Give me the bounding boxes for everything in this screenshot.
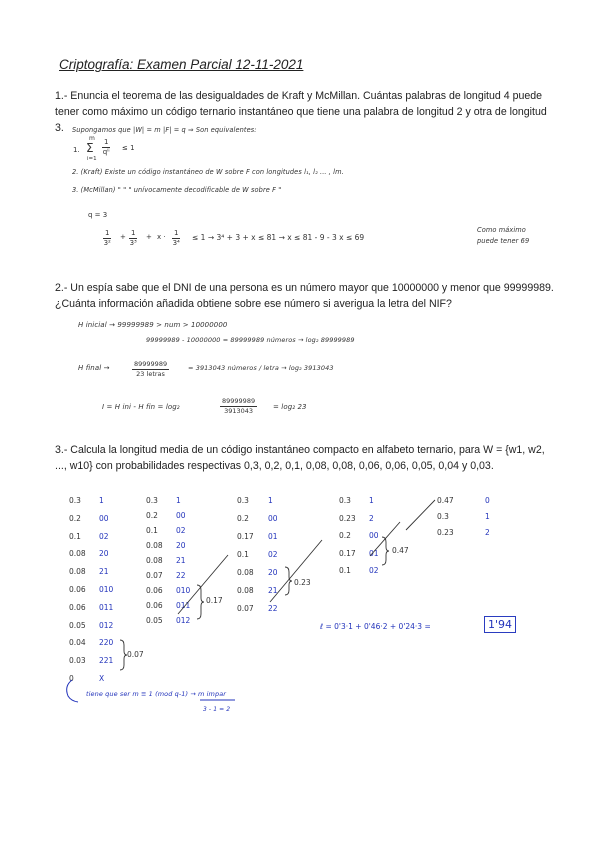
link-4-5 [370,522,400,556]
q1-note-intro: Supongamos que |W| = m |F| = q ⇒ Son equivalentes: [72,126,257,134]
col2-code: 012 [176,616,191,625]
col3-code: 02 [268,550,278,559]
q1-side-note-1: Como máximo [477,226,526,234]
col1-prob: 0.3 [69,496,81,505]
col2-prob: 0.3 [146,496,158,505]
col1-prob: 0.04 [69,638,86,648]
col4-code: 00 [369,531,379,540]
col4-prob: 0.17 [339,548,356,558]
col5-code: 2 [485,528,490,537]
q2-info-result: = log₂ 23 [273,403,307,411]
col5-prob: 0.3 [437,512,449,521]
col2-code: 00 [176,511,186,520]
col1-prob: 0.1 [69,531,81,541]
col2-prob: 0.08 [146,556,163,565]
denominator: 3³ [129,239,137,247]
numerator: 1 [104,138,109,146]
denominator: 3913043 [224,407,254,415]
col1-prob: 0.03 [69,656,86,666]
q3-footnote: tiene que ser m ≡ 1 (mod q-1) → m impar [86,690,227,698]
col2-code: 21 [176,556,186,565]
plus-sign: + [146,233,152,241]
col3-prob: 0.07 [237,604,254,613]
col1-code: 00 [99,513,109,523]
col1-code: 02 [99,531,109,541]
col2-prob: 0.07 [146,571,163,580]
denominator: 3² [103,239,111,247]
link-2-3 [178,555,228,614]
q3-result-box: 1'94 [484,616,516,633]
col4-code: 02 [369,566,379,575]
q2-info-label: I = H ini - H fin = log₂ [102,403,180,411]
plus-sign: + [120,233,126,241]
col4-code: 01 [369,548,379,558]
col2-prob: 0.05 [146,616,163,625]
col4-code: 1 [369,496,374,505]
col4-prob: 0.1 [339,566,351,575]
col4-prob: 0.3 [339,496,351,505]
col5-code: 0 [485,496,490,505]
page-title: Criptografía: Examen Parcial 12-11-2021 [59,57,304,72]
col3-prob: 0.08 [237,586,254,595]
col3-code: 01 [268,532,278,541]
q1-frac-3-prefix: x · [157,233,166,241]
col2-code: 20 [176,541,186,550]
q2-h-final-label: H final → [78,364,110,372]
denominator: 23 letras [136,370,165,378]
col1-prob: 0 [69,674,74,683]
col1-code: X [99,674,105,683]
q1-item1-sum-bottom: i=1 [87,156,97,162]
col3-code: 22 [268,604,278,613]
q2-h-initial: H inicial → 99999989 > num > 10000000 [78,321,228,329]
col4-prob: 0.23 [339,513,356,523]
col1-code: 012 [99,620,114,630]
col2-merge: 0.17 [206,596,223,605]
q1-item1-label: 1. [73,146,80,154]
question-1: 1.- Enuncia el teorema de las desigualdades de Kraft y McMillan. Cuántas palabras de longitud 4 puede tener como máximo un código ternario instantáneo que tiene una palabra de longitud 2 y otra de longitud 3. [55,90,547,134]
col1-prob: 0.2 [69,513,81,523]
q3-footnote-sub: 3 - 1 = 2 [203,706,231,713]
col3-code: 20 [268,568,278,577]
col2-code: 010 [176,586,191,595]
col4-prob: 0.2 [339,531,351,540]
question-3: 3.- Calcula la longitud media de un código instantáneo compacto en alfabeto ternario, para W = {w1, w2, ..., w10} con probabilidades respectivas 0,3, 0,2, 0,1, 0,08, 0,08, 0,06, 0,06, 0,05, 0,04 y 0,03. [55,444,545,472]
col2-code: 011 [176,601,191,610]
col5-code: 1 [485,512,490,521]
q3-formula: ℓ = 0'3·1 + 0'46·2 + 0'24·3 = [320,622,431,631]
col1-code: 1 [99,496,104,505]
q2-h-final-rest: = 3913043 números / letra → log₂ 3913043 [188,364,334,372]
q1-item3: 3. (McMillan) " " " unívocamente decodificable de W sobre F " [72,186,282,194]
col1-code: 21 [99,567,109,577]
q1-item1-sum: Σ [86,141,94,155]
numerator: 89999989 [222,397,256,405]
col2-prob: 0.06 [146,586,163,595]
numerator: 1 [131,229,136,237]
col3-bracket [285,567,292,595]
col3-merge: 0.23 [294,578,311,587]
col2-code: 22 [176,571,186,580]
denominator: 3⁴ [172,239,180,247]
q1-inequality: ≤ 1 → 3⁴ + 3 + x ≤ 81 → x ≤ 81 - 9 - 3 x ≤ 69 [192,233,365,242]
question-2: 2.- Un espía sabe que el DNI de una persona es un número mayor que 10000000 y menor que 99999989. ¿Cuánta información añadida obtiene sobre ese número si averigua la letra del NIF? [55,282,554,310]
col2-prob: 0.1 [146,526,158,535]
col5-prob: 0.23 [437,528,454,537]
col1-code: 010 [99,585,114,594]
col1-prob: 0.06 [69,602,86,612]
col5-prob: 0.47 [437,496,454,505]
col3-code: 1 [268,496,273,505]
col1-bracket [120,640,127,670]
col2-prob: 0.06 [146,601,163,610]
col1-code: 011 [99,602,114,612]
col1-prob: 0.06 [69,585,86,594]
col1-code: 220 [99,638,114,648]
col3-prob: 0.08 [237,568,254,577]
col3-code: 00 [268,514,278,523]
numerator: 1 [105,229,110,237]
col2-prob: 0.08 [146,541,163,550]
numerator: 89999989 [134,360,168,368]
col1-code: 20 [99,549,109,559]
denominator: qˡⁱ [102,148,110,156]
q1-side-note-2: puede tener 69 [477,237,530,245]
q1-q-value: q = 3 [88,211,108,219]
col4-merge: 0.47 [392,546,409,555]
col1-prob: 0.08 [69,549,86,559]
col1-merge: 0.07 [127,650,144,659]
col3-prob: 0.3 [237,496,249,505]
col3-code: 21 [268,586,278,595]
col1-prob: 0.05 [69,620,86,630]
q1-item2: 2. (Kraft) Existe un código instantáneo de W sobre F con longitudes l₁, l₂ ... , lm. [72,168,344,176]
footnote-curl [67,680,78,702]
col1-prob: 0.08 [69,567,86,577]
col2-prob: 0.2 [146,511,158,520]
numerator: 1 [174,229,179,237]
link-4-5b [406,500,435,530]
col1-code: 221 [99,656,114,666]
col3-prob: 0.1 [237,550,249,559]
q2-h-initial-2: 99999989 - 10000000 = 89999989 números → log₂ 89999989 [146,336,355,344]
col3-prob: 0.17 [237,532,254,541]
link-3-4 [270,540,322,602]
col4-code: 2 [369,513,374,523]
q1-item1-relation: ≤ 1 [122,144,135,152]
col2-code: 1 [176,496,181,505]
col2-code: 02 [176,526,186,535]
col3-prob: 0.2 [237,514,249,523]
q1-item1-sum-top: m [89,135,95,142]
